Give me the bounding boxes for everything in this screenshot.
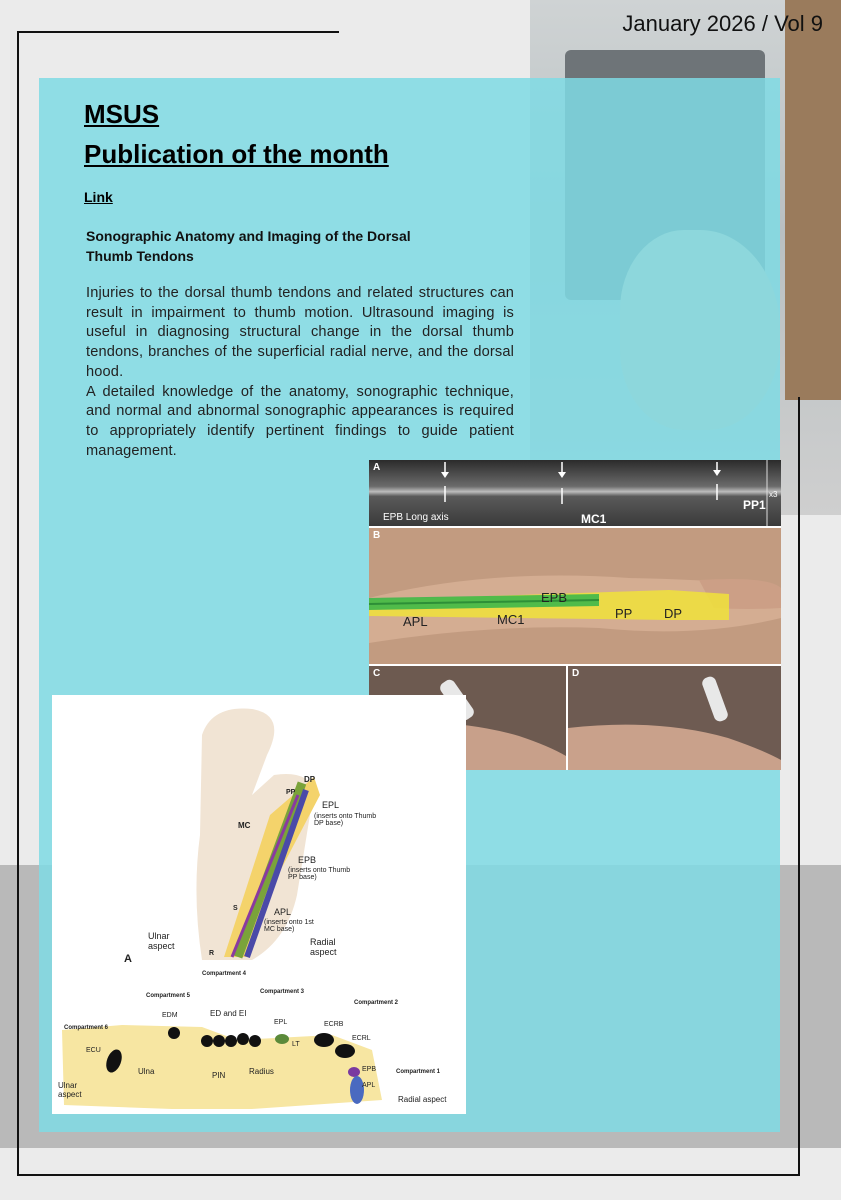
label-epl-note: (inserts onto Thumb DP base) [314, 813, 377, 827]
anatomy-drawing [52, 695, 466, 1114]
article-body [86, 284, 514, 461]
label-compartment-1: Compartment 1 [395, 1069, 440, 1075]
label-lt: LT [292, 1041, 300, 1048]
label-ulnar-aspect: Ulnar aspect [148, 931, 175, 951]
label-radius: Radius [249, 1067, 274, 1076]
label-epl: EPL [322, 800, 340, 810]
label-dp: DP [304, 775, 316, 784]
panel-a-mc1: MC1 [581, 512, 607, 526]
issue-label: January 2026 / Vol 9 [622, 11, 823, 36]
frame-right-line [798, 397, 800, 1176]
panel-b-epb: EPB [541, 590, 568, 605]
label-ulna: Ulna [138, 1067, 155, 1076]
label-r: R [209, 950, 215, 957]
panel-b-pp: PP [615, 606, 633, 621]
label-mc: MC [238, 821, 251, 830]
label-ecrl: ECRL [352, 1035, 371, 1042]
label-s: S [233, 905, 238, 912]
title-line-2: Publication of the month [84, 139, 389, 169]
panel-d-photo [568, 666, 781, 770]
thumb-tendon-overlay [369, 528, 781, 664]
frame-left-line [17, 31, 19, 1176]
label-pp: PP [286, 789, 296, 796]
figure-anatomy-diagram [52, 695, 466, 1114]
label-ecu: ECU [86, 1047, 101, 1054]
panel-a-ultrasound [369, 460, 781, 526]
label-pin: PIN [212, 1071, 226, 1080]
panel-b-letter: B [373, 530, 381, 541]
article-title: Sonographic Anatomy and Imaging of the Dorsal Thumb Tendons [86, 228, 411, 264]
label-radial-aspect-bottom: Radial aspect [398, 1095, 447, 1104]
label-compartment-2: Compartment 2 [353, 1000, 398, 1006]
panel-b-apl: APL [403, 614, 428, 629]
label-epb-compartment: EPB [362, 1066, 377, 1073]
label-compartment-3: Compartment 3 [259, 989, 304, 995]
label-ecrb: ECRB [324, 1021, 344, 1028]
panel-b-photo [369, 528, 781, 664]
label-compartment-5: Compartment 5 [145, 993, 190, 999]
article-paragraph-1: Injuries to the dorsal thumb tendons and related structures can result in impairment to thumb motion. Ultrasound imaging is useful in diagnosing structural change in the dorsal thumb tendons, branches of the superficial radial nerve, and the dorsal hood. [86, 285, 514, 380]
panel-d-letter: D [572, 668, 580, 679]
label-epb: EPB [298, 855, 317, 865]
panel-a-pp1: PP1 [743, 498, 766, 512]
label-epl-compartment: EPL [274, 1019, 288, 1026]
label-compartment-4: Compartment 4 [201, 971, 246, 977]
publication-link[interactable]: Link [84, 189, 113, 205]
panel-a-scale: x3 [769, 490, 778, 499]
panel-b-mc1: MC1 [497, 612, 525, 627]
label-edm: EDM [162, 1012, 178, 1019]
examiner-hair [785, 0, 841, 400]
label-epb-note: (inserts onto Thumb PP base) [288, 867, 351, 881]
frame-bottom-line [17, 1174, 800, 1176]
panel-b-dp: DP [664, 606, 683, 621]
label-ulnar-aspect-bottom: Ulnar aspect [58, 1081, 82, 1099]
label-apl-compartment: APL [362, 1082, 376, 1089]
page-title [84, 94, 389, 174]
frame-top-line [17, 31, 339, 33]
panel-a-caption: EPB Long axis [383, 512, 449, 523]
panel-c-letter: C [373, 668, 381, 679]
label-compartment-6: Compartment 6 [63, 1025, 108, 1031]
label-radial-aspect: Radial aspect [310, 937, 337, 957]
article-paragraph-2: A detailed knowledge of the anatomy, sonographic technique, and normal and abnormal sonographic appearances is required to appropriately identify pertinent findings to guide patient management. [86, 383, 514, 459]
panel-a-letter: A [373, 462, 381, 473]
label-apl-note: (inserts onto 1st MC base) [264, 919, 314, 933]
figure-letter: A [124, 953, 132, 965]
panel-d-drawing [568, 666, 781, 770]
label-apl: APL [274, 907, 292, 917]
label-ed-ei: ED and EI [210, 1009, 247, 1018]
title-line-1: MSUS [84, 99, 160, 129]
